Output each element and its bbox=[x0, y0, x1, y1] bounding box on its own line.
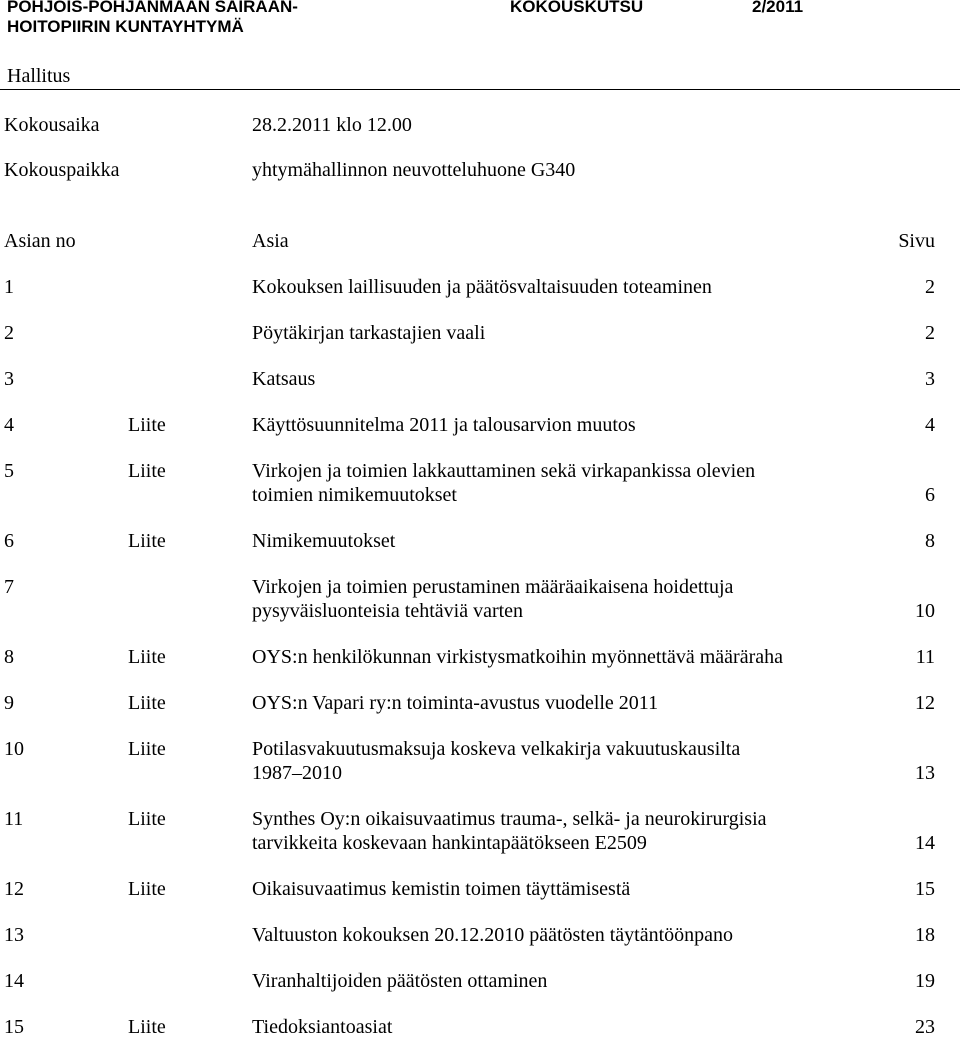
agenda-item-number: 13 bbox=[4, 924, 24, 946]
column-header-page: Sivu bbox=[898, 230, 935, 252]
meeting-time-label: Kokousaika bbox=[4, 114, 100, 136]
agenda-item-title: Tiedoksiantoasiat bbox=[252, 1016, 393, 1038]
agenda-item-title: OYS:n Vapari ry:n toiminta-avustus vuodelle 2011 bbox=[252, 692, 659, 714]
agenda-item-attachment: Liite bbox=[128, 1016, 166, 1038]
agenda-item-number: 10 bbox=[4, 738, 24, 760]
document-number: 2/2011 bbox=[752, 0, 804, 16]
agenda-item-title: Katsaus bbox=[252, 368, 316, 390]
agenda-item-number: 2 bbox=[4, 322, 14, 344]
agenda-item-number: 15 bbox=[4, 1016, 24, 1038]
agenda-item-page: 14 bbox=[915, 832, 935, 854]
column-header-item: Asia bbox=[252, 230, 289, 252]
meeting-place-value: yhtymähallinnon neuvotteluhuone G340 bbox=[252, 159, 576, 181]
agenda-item-title: Viranhaltijoiden päätösten ottaminen bbox=[252, 970, 548, 992]
agenda-item-title: Oikaisuvaatimus kemistin toimen täyttämisestä bbox=[252, 878, 631, 900]
agenda-item-page: 6 bbox=[925, 484, 935, 506]
agenda-item-number: 6 bbox=[4, 530, 14, 552]
agenda-item-page: 13 bbox=[915, 762, 935, 784]
agenda-item-number: 11 bbox=[4, 808, 24, 830]
agenda-item-page: 8 bbox=[925, 530, 935, 552]
agenda-item-page: 10 bbox=[915, 600, 935, 622]
agenda-item-title: Virkojen ja toimien lakkauttaminen sekä virkapankissa olevien bbox=[252, 460, 756, 482]
agenda-item-number: 5 bbox=[4, 460, 14, 482]
agenda-item-title: Kokouksen laillisuuden ja päätösvaltaisuuden toteaminen bbox=[252, 276, 712, 298]
agenda-item-title: Synthes Oy:n oikaisuvaatimus trauma-, selkä- ja neurokirurgisia bbox=[252, 808, 767, 830]
agenda-item-page: 4 bbox=[925, 414, 935, 436]
meeting-time-value: 28.2.2011 klo 12.00 bbox=[252, 114, 412, 136]
agenda-item-title: Pöytäkirjan tarkastajien vaali bbox=[252, 322, 486, 344]
agenda-item-title: Nimikemuutokset bbox=[252, 530, 396, 552]
governing-body: Hallitus bbox=[7, 65, 71, 87]
agenda-item-attachment: Liite bbox=[128, 530, 166, 552]
agenda-item-page: 15 bbox=[915, 878, 935, 900]
agenda-item-number: 14 bbox=[4, 970, 24, 992]
agenda-item-page: 11 bbox=[915, 646, 935, 668]
agenda-item-title: Potilasvakuutusmaksuja koskeva velkakirja vakuutuskausilta bbox=[252, 738, 741, 760]
agenda-item-number: 1 bbox=[4, 276, 14, 298]
agenda-item-title: Virkojen ja toimien perustaminen määräaikaisena hoidettuja bbox=[252, 576, 734, 598]
agenda-item-attachment: Liite bbox=[128, 414, 166, 436]
agenda-item-title-continued: toimien nimikemuutokset bbox=[252, 484, 457, 506]
agenda-item-title-continued: tarvikkeita koskevaan hankintapäätökseen E2509 bbox=[252, 832, 647, 854]
agenda-item-attachment: Liite bbox=[128, 692, 166, 714]
agenda-item-page: 2 bbox=[925, 322, 935, 344]
agenda-item-title-continued: 1987–2010 bbox=[252, 762, 342, 784]
meeting-place-label: Kokouspaikka bbox=[4, 159, 120, 181]
agenda-item-page: 12 bbox=[915, 692, 935, 714]
agenda-item-number: 7 bbox=[4, 576, 14, 598]
agenda-item-number: 8 bbox=[4, 646, 14, 668]
agenda-item-attachment: Liite bbox=[128, 878, 166, 900]
agenda-item-title: Käyttösuunnitelma 2011 ja talousarvion muutos bbox=[252, 414, 636, 436]
agenda-item-page: 18 bbox=[915, 924, 935, 946]
agenda-item-title: OYS:n henkilökunnan virkistysmatkoihin myönnettävä määräraha bbox=[252, 646, 783, 668]
agenda-item-title-continued: pysyväisluonteisia tehtäviä varten bbox=[252, 600, 524, 622]
organization-name-line2: HOITOPIIRIN KUNTAYHTYMÄ bbox=[7, 17, 244, 36]
document-type: KOKOUSKUTSU bbox=[510, 0, 644, 16]
organization-name-line1: POHJOIS-POHJANMAAN SAIRAAN- bbox=[7, 0, 298, 16]
agenda-item-number: 12 bbox=[4, 878, 24, 900]
agenda-item-page: 23 bbox=[915, 1016, 935, 1038]
agenda-item-page: 3 bbox=[925, 368, 935, 390]
agenda-item-number: 4 bbox=[4, 414, 14, 436]
agenda-item-attachment: Liite bbox=[128, 460, 166, 482]
agenda-item-page: 19 bbox=[915, 970, 935, 992]
agenda-item-attachment: Liite bbox=[128, 808, 166, 830]
agenda-item-number: 9 bbox=[4, 692, 14, 714]
column-header-item-number: Asian no bbox=[4, 230, 76, 252]
agenda-item-attachment: Liite bbox=[128, 738, 166, 760]
agenda-item-number: 3 bbox=[4, 368, 14, 390]
agenda-item-attachment: Liite bbox=[128, 646, 166, 668]
agenda-item-title: Valtuuston kokouksen 20.12.2010 päätösten täytäntöönpano bbox=[252, 924, 734, 946]
header-divider bbox=[0, 89, 960, 90]
agenda-item-page: 2 bbox=[925, 276, 935, 298]
